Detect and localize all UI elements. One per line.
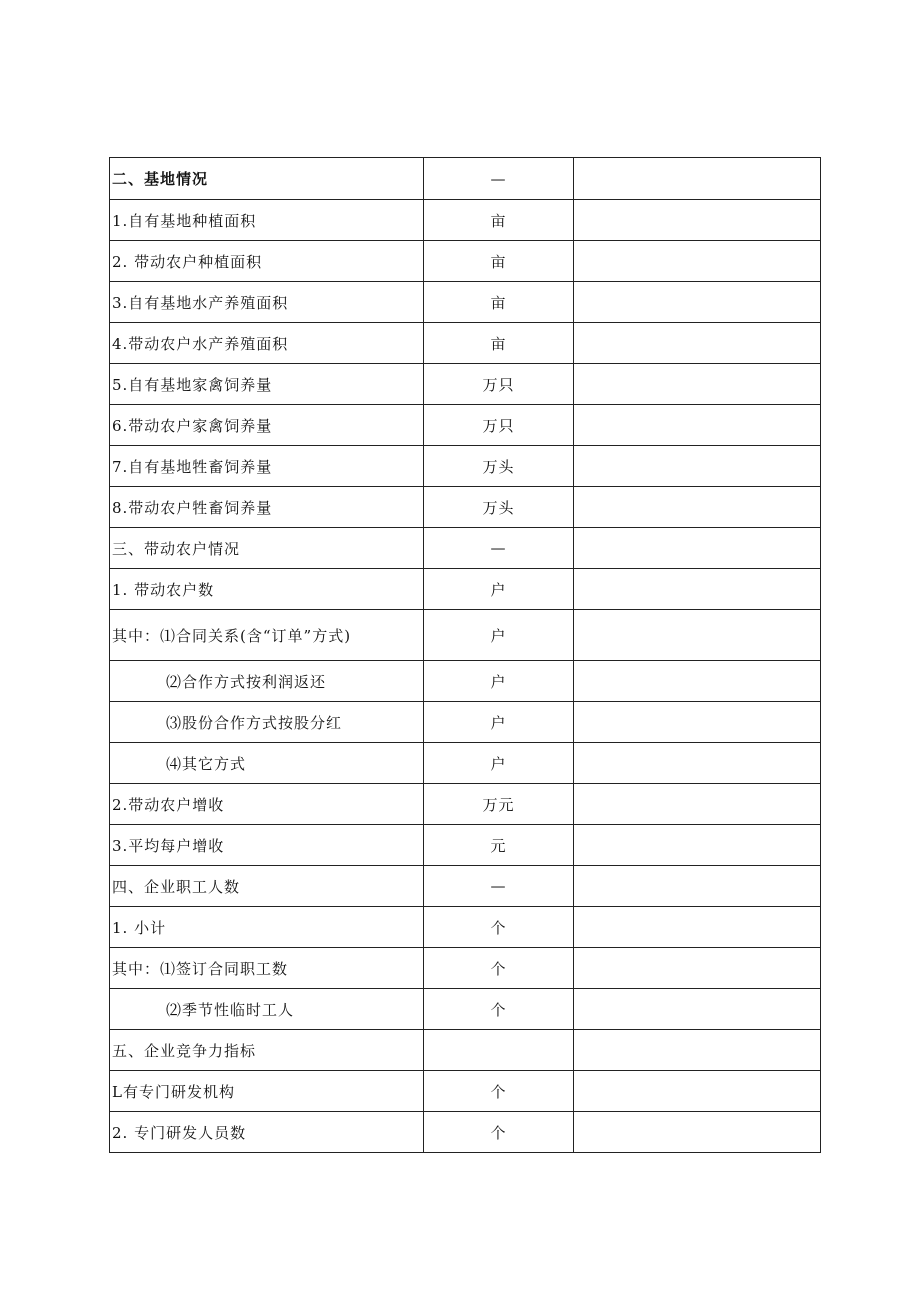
table-row <box>110 866 821 907</box>
table-row <box>110 784 821 825</box>
item-label: 6.带动农户家禽饲养量 <box>110 405 424 446</box>
unit-label: 万只 <box>424 364 574 405</box>
unit-label: 户 <box>424 610 574 661</box>
item-label: 1. 带动农户数 <box>110 569 424 610</box>
unit-label: 万元 <box>424 784 574 825</box>
item-label: 三、带动农户情况 <box>110 528 424 569</box>
item-label: 其中：⑴合同关系(含“订单”方式) <box>110 610 424 661</box>
unit-label: 万头 <box>424 446 574 487</box>
value-cell[interactable] <box>574 405 821 446</box>
item-label: 8.带动农户牲畜饲养量 <box>110 487 424 528</box>
unit-label: 户 <box>424 569 574 610</box>
table-row <box>110 446 821 487</box>
item-label: 7.自有基地牲畜饲养量 <box>110 446 424 487</box>
value-cell[interactable] <box>574 364 821 405</box>
value-cell[interactable] <box>574 784 821 825</box>
table-row <box>110 158 821 200</box>
unit-label: 户 <box>424 661 574 702</box>
item-label: 1. 小计 <box>110 907 424 948</box>
table-row <box>110 1030 821 1071</box>
value-cell[interactable] <box>574 743 821 784</box>
value-cell[interactable] <box>574 1112 821 1153</box>
table-row <box>110 241 821 282</box>
value-cell[interactable] <box>574 528 821 569</box>
unit-label: 万头 <box>424 487 574 528</box>
value-cell[interactable] <box>574 1071 821 1112</box>
table-row <box>110 528 821 569</box>
table-row <box>110 702 821 743</box>
table-row <box>110 825 821 866</box>
value-cell[interactable] <box>574 610 821 661</box>
item-label: 2.带动农户增收 <box>110 784 424 825</box>
value-cell[interactable] <box>574 661 821 702</box>
value-cell[interactable] <box>574 323 821 364</box>
item-label: 3.自有基地水产养殖面积 <box>110 282 424 323</box>
item-label: ⑵季节性临时工人 <box>110 989 424 1030</box>
item-label: 2. 专门研发人员数 <box>110 1112 424 1153</box>
value-cell[interactable] <box>574 446 821 487</box>
table-row <box>110 405 821 446</box>
table-row <box>110 907 821 948</box>
unit-label: 户 <box>424 743 574 784</box>
value-cell[interactable] <box>574 241 821 282</box>
unit-label: 亩 <box>424 282 574 323</box>
table-row <box>110 610 821 661</box>
unit-label: 个 <box>424 907 574 948</box>
table-row <box>110 1071 821 1112</box>
statistics-form-table <box>109 157 821 1153</box>
item-label: 五、企业竞争力指标 <box>110 1030 424 1071</box>
table-row <box>110 200 821 241</box>
item-label: 四、企业职工人数 <box>110 866 424 907</box>
value-cell[interactable] <box>574 569 821 610</box>
unit-label: — <box>424 866 574 907</box>
table-row <box>110 364 821 405</box>
item-label: ⑷其它方式 <box>110 743 424 784</box>
value-cell[interactable] <box>574 825 821 866</box>
unit-label: — <box>424 158 574 200</box>
unit-label: 个 <box>424 948 574 989</box>
item-label: ⑵合作方式按利润返还 <box>110 661 424 702</box>
item-label: 1.自有基地种植面积 <box>110 200 424 241</box>
table-row <box>110 569 821 610</box>
value-cell[interactable] <box>574 158 821 200</box>
item-label: 二、基地情况 <box>110 158 424 200</box>
item-label: 2. 带动农户种植面积 <box>110 241 424 282</box>
value-cell[interactable] <box>574 948 821 989</box>
value-cell[interactable] <box>574 487 821 528</box>
unit-label: 个 <box>424 1071 574 1112</box>
table-row <box>110 323 821 364</box>
value-cell[interactable] <box>574 1030 821 1071</box>
unit-label <box>424 1030 574 1071</box>
table-row <box>110 948 821 989</box>
unit-label: 元 <box>424 825 574 866</box>
unit-label: 亩 <box>424 323 574 364</box>
table-row <box>110 743 821 784</box>
item-label: 其中：⑴签订合同职工数 <box>110 948 424 989</box>
value-cell[interactable] <box>574 702 821 743</box>
value-cell[interactable] <box>574 866 821 907</box>
unit-label: 个 <box>424 1112 574 1153</box>
item-label: 4.带动农户水产养殖面积 <box>110 323 424 364</box>
value-cell[interactable] <box>574 907 821 948</box>
table-body <box>110 158 821 1153</box>
unit-label: — <box>424 528 574 569</box>
item-label: ⑶股份合作方式按股分红 <box>110 702 424 743</box>
table-row <box>110 661 821 702</box>
unit-label: 亩 <box>424 200 574 241</box>
unit-label: 万只 <box>424 405 574 446</box>
table-row <box>110 282 821 323</box>
table-row <box>110 487 821 528</box>
value-cell[interactable] <box>574 282 821 323</box>
unit-label: 个 <box>424 989 574 1030</box>
value-cell[interactable] <box>574 200 821 241</box>
value-cell[interactable] <box>574 989 821 1030</box>
item-label: 3.平均每户增收 <box>110 825 424 866</box>
unit-label: 户 <box>424 702 574 743</box>
item-label: L有专门研发机构 <box>110 1071 424 1112</box>
table-row <box>110 989 821 1030</box>
table-row <box>110 1112 821 1153</box>
unit-label: 亩 <box>424 241 574 282</box>
item-label: 5.自有基地家禽饲养量 <box>110 364 424 405</box>
